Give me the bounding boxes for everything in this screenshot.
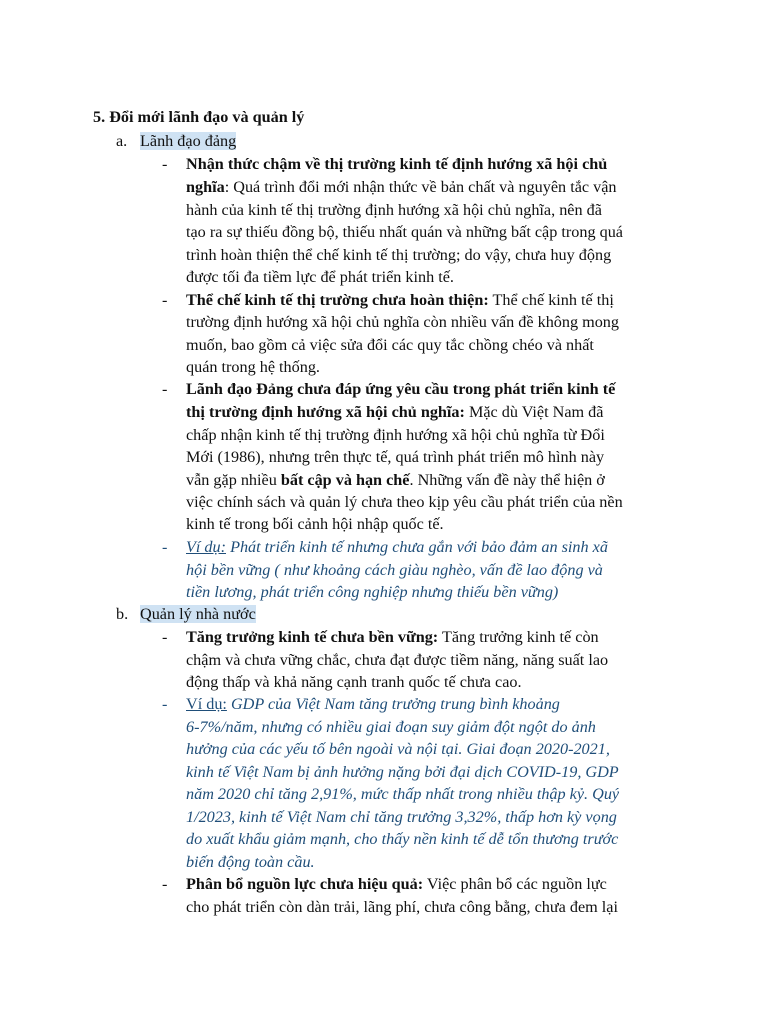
example-line: năm 2020 chỉ tăng 2,91%, mức thấp nhất trong nhiều thập kỷ. Quý [186,785,620,803]
example-line: hưởng của các yếu tố bên ngoài và nội tại. Giai đoạn 2020-2021, [186,740,610,758]
bullet-line [186,401,603,423]
list-marker-a: a. [116,132,128,150]
bullet-dash: - [162,380,168,398]
bullet-text: . Những vấn đề này thể hiện ở [409,471,605,489]
bullet-text: : Quá trình đổi mới nhận thức về bản chất và nguyên tắc vận [224,178,617,196]
bullet-line: trình hoàn thiện thể chế kinh tế thị trường; do vậy, chưa huy động [186,246,612,264]
example-text: GDP của Việt Nam tăng trưởng trung bình khoảng [226,695,560,713]
example-line: hội bền vững ( như khoảng cách giàu nghèo, vấn đề lao động và [186,561,603,579]
bullet-line [186,289,614,311]
example-line: tiền lương, phát triển công nghiệp nhưng thiếu bền vững) [186,583,559,601]
example-line [186,693,560,715]
example-line: kinh tế Việt Nam bị ảnh hưởng nặng bởi đại dịch COVID-19, GDP [186,763,619,781]
bullet-line: chậm và chưa vững chắc, chưa đạt được tiềm năng, năng suất lao [186,651,609,669]
example-line [186,536,608,558]
bullet-dash: - [162,538,168,556]
bullet-text: Thể chế kinh tế thị [488,291,614,309]
bullet-line: trường định hướng xã hội chủ nghĩa còn nhiều vấn đề không mong [186,313,619,331]
bullet-line: muốn, bao gồm cả việc sửa đổi các quy tắc chồng chéo và nhất [186,336,594,354]
bullet-dash: - [162,695,168,713]
highlighted-title: Lãnh đạo đảng [140,132,237,150]
subsection-title-b [140,603,256,625]
bullet-line [186,626,599,648]
bullet-title-end: thị trường định hướng xã hội chủ nghĩa: [186,403,465,421]
example-label: Ví dụ: [186,538,227,556]
bullet-line: cho phát triển còn dàn trải, lãng phí, chưa công bằng, chưa đem lại [186,898,618,916]
bold-phrase: bất cập và hạn chế [280,471,410,489]
example-line: 1/2023, kinh tế Việt Nam chỉ tăng trưởng 3,32%, thấp hơn kỳ vọng [186,808,617,826]
example-label: Ví dụ: [186,695,227,713]
example-text: Phát triển kinh tế nhưng chưa gắn với bảo đảm an sinh xã [226,538,608,556]
bullet-line: kinh tế trong bối cảnh hội nhập quốc tế. [186,515,444,533]
bullet-dash: - [162,155,168,173]
bullet-dash: - [162,628,168,646]
bullet-text: Mặc dù Việt Nam đã [464,403,604,421]
bullet-text: Tăng trưởng kinh tế còn [438,628,599,646]
bullet-line [186,873,607,895]
bullet-title: Thể chế kinh tế thị trường chưa hoàn thiện: [186,291,489,309]
subsection-title-a [140,130,236,152]
example-line: biến động toàn cầu. [186,853,315,871]
bullet-title: Nhận thức chậm về thị trường kinh tế định hướng xã hội chủ [186,155,608,173]
bullet-dash: - [162,291,168,309]
bullet-line: quán trong hệ thống. [186,358,320,376]
bullet-line: hành của kinh tế thị trường định hướng xã hội chủ nghĩa, nên đã [186,201,602,219]
bullet-title: Phân bổ nguồn lực chưa hiệu quả: [186,875,424,893]
section-heading: 5. Đổi mới lãnh đạo và quản lý [93,108,305,126]
bullet-line [186,176,616,198]
bullet-line [186,469,605,491]
example-line: do xuất khẩu giảm mạnh, cho thấy nền kinh tế dễ tổn thương trước [186,830,619,848]
bullet-text: vẫn gặp nhiều [186,471,281,489]
bullet-line: được tối đa tiềm lực để phát triển kinh tế. [186,268,454,286]
bullet-title: Lãnh đạo Đảng chưa đáp ứng yêu cầu trong phát triển kinh tế [186,380,616,398]
bullet-text: Việc phân bổ các nguồn lực [423,875,607,893]
bullet-line: Mới (1986), nhưng trên thực tế, quá trình phát triển mô hình này [186,448,605,466]
bullet-dash: - [162,875,168,893]
bullet-line: động thấp và khả năng cạnh tranh quốc tế chưa cao. [186,673,522,691]
bullet-line: việc chính sách và quản lý chưa theo kịp yêu cầu phát triển của nền [186,493,623,511]
bullet-line: chấp nhận kinh tế thị trường định hướng xã hội chủ nghĩa từ Đổi [186,426,605,444]
bullet-line: tạo ra sự thiếu đồng bộ, thiếu nhất quán và những bất cập trong quá [186,223,623,241]
bullet-title: Tăng trưởng kinh tế chưa bền vững: [186,628,439,646]
highlighted-title: Quản lý nhà nước [140,605,256,623]
bullet-title-end: nghĩa [186,178,225,196]
list-marker-b: b. [116,605,129,623]
example-line: 6-7%/năm, nhưng có nhiều giai đoạn suy giảm đột ngột do ảnh [186,718,596,736]
